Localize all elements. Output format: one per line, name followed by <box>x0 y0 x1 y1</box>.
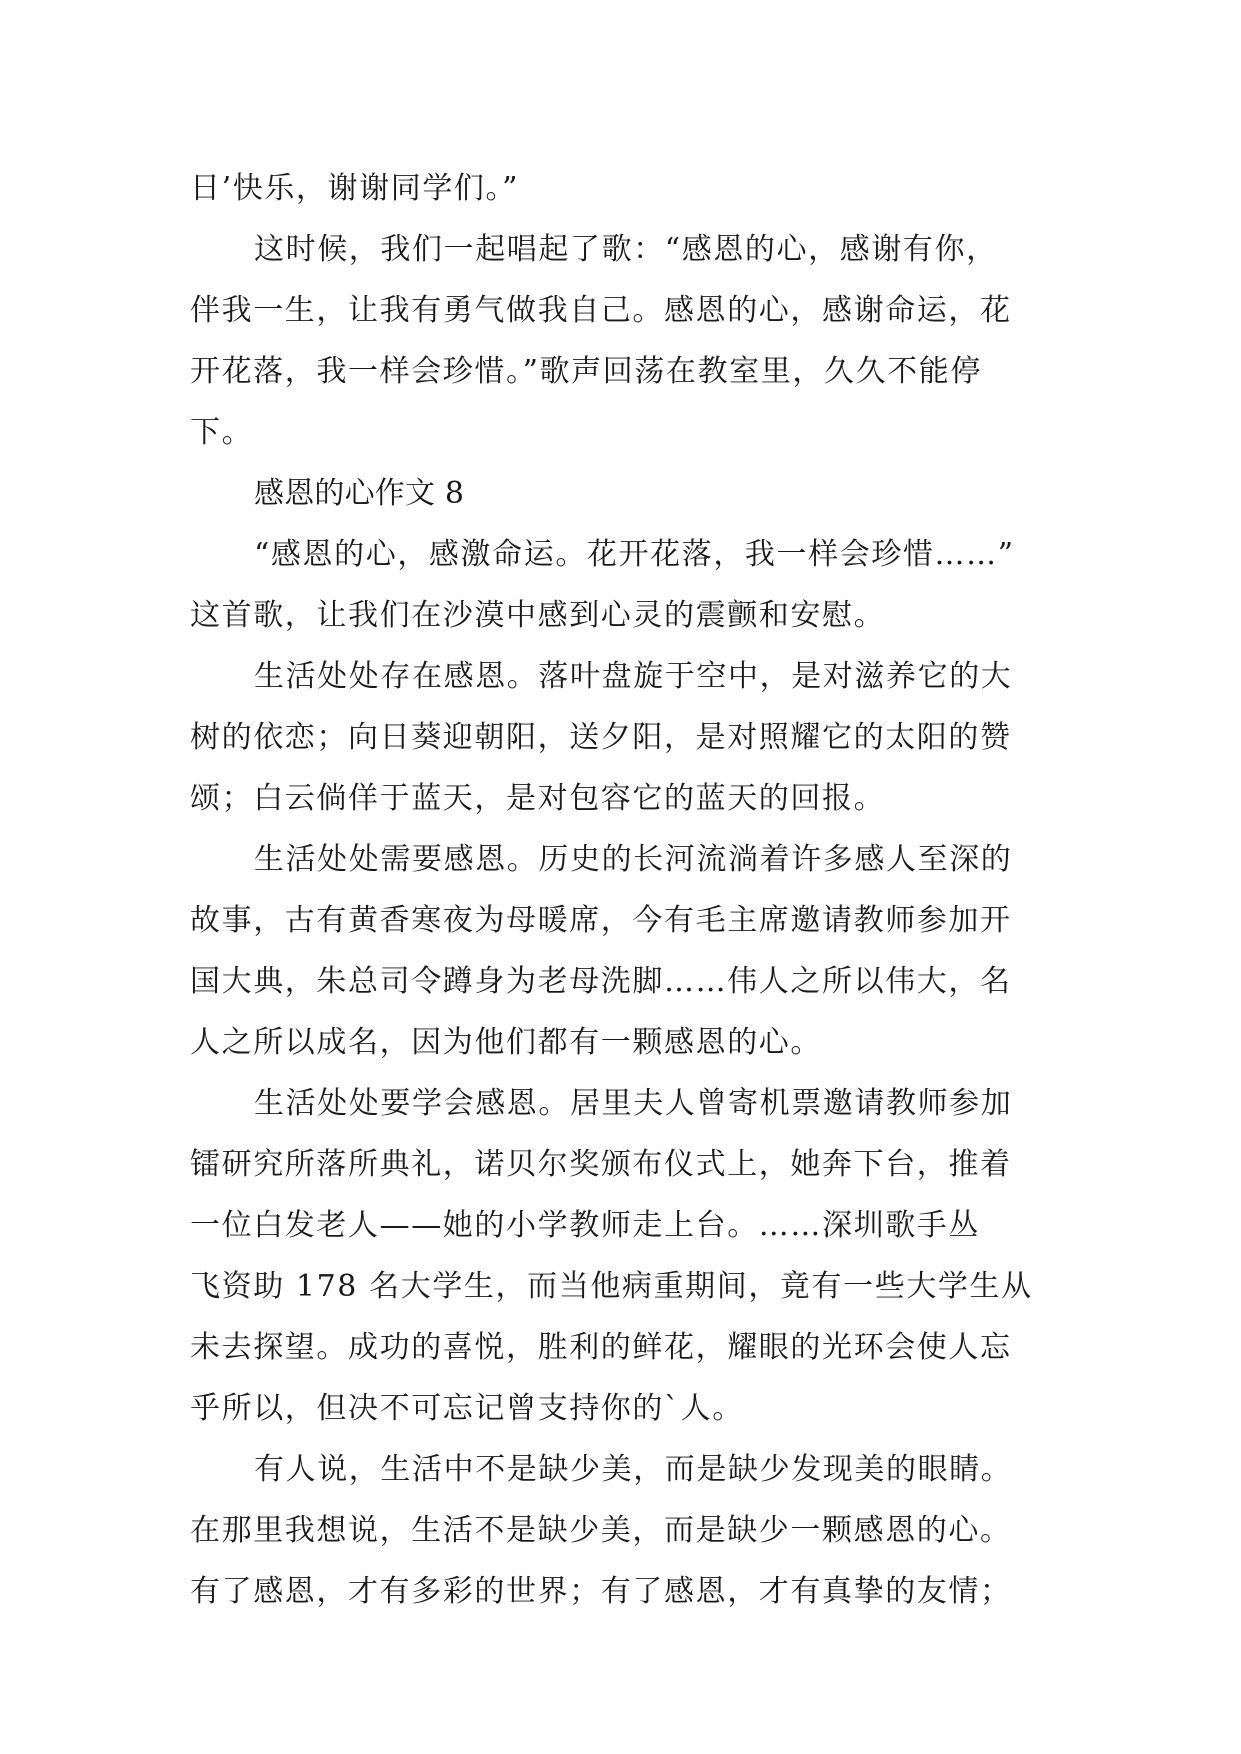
text-line: 故事，古有黄香寒夜为母暖席，今有毛主席邀请教师参加开 <box>190 903 1012 938</box>
text-line: 人之所以成名，因为他们都有一颗感恩的心。 <box>190 1025 822 1060</box>
paragraph-line: 有人说，生活中不是缺少美，而是缺少发现美的眼睛。 <box>254 1452 1013 1487</box>
text-line: 有了感恩，才有多彩的世界；有了感恩，才有真挚的友情； <box>190 1574 1012 1609</box>
text-line: 开花落，我一样会珍惜。”歌声回荡在教室里，久久不能停 <box>190 354 982 389</box>
text-line: 这首歌，让我们在沙漠中感到心灵的震颤和安慰。 <box>190 598 886 633</box>
text-line: 镭研究所落所典礼，诺贝尔奖颁布仪式上，她奔下台，推着 <box>190 1147 1012 1182</box>
text-line: 颂；白云倘佯于蓝天，是对包容它的蓝天的回报。 <box>190 781 886 816</box>
paragraph-line: 生活处处要学会感恩。居里夫人曾寄机票邀请教师参加 <box>254 1086 1013 1121</box>
paragraph-line: 生活处处需要感恩。历史的长河流淌着许多感人至深的 <box>254 842 1013 877</box>
text-line: 树的依恋；向日葵迎朝阳，送夕阳，是对照耀它的太阳的赞 <box>190 720 1012 755</box>
text-line: 乎所以，但决不可忘记曾支持你的`人。 <box>190 1391 744 1426</box>
paragraph-line: “感恩的心，感激命运。花开花落，我一样会珍惜……” <box>254 537 1015 572</box>
text-line: 伴我一生，让我有勇气做我自己。感恩的心，感谢命运，花 <box>190 293 1012 328</box>
text-line: 一位白发老人——她的小学教师走上台。……深圳歌手丛 <box>190 1208 980 1243</box>
text-line: 未去探望。成功的喜悦，胜利的鲜花，耀眼的光环会使人忘 <box>190 1330 1012 1365</box>
text-line: 日’快乐，谢谢同学们。” <box>190 171 520 206</box>
section-heading: 感恩的心作文 8 <box>254 476 465 511</box>
paragraph-line: 生活处处存在感恩。落叶盘旋于空中，是对滋养它的大 <box>254 659 1013 694</box>
text-line: 飞资助 178 名大学生，而当他病重期间，竟有一些大学生从 <box>190 1269 1033 1304</box>
text-line: 在那里我想说，生活不是缺少美，而是缺少一颗感恩的心。 <box>190 1513 1012 1548</box>
text-line: 国大典，朱总司令蹲身为老母洗脚……伟人之所以伟大，名 <box>190 964 1012 999</box>
document-body <box>190 158 1050 1622</box>
paragraph-line: 这时候，我们一起唱起了歌：“感恩的心，感谢有你， <box>254 232 998 267</box>
text-line: 下。 <box>190 415 254 450</box>
